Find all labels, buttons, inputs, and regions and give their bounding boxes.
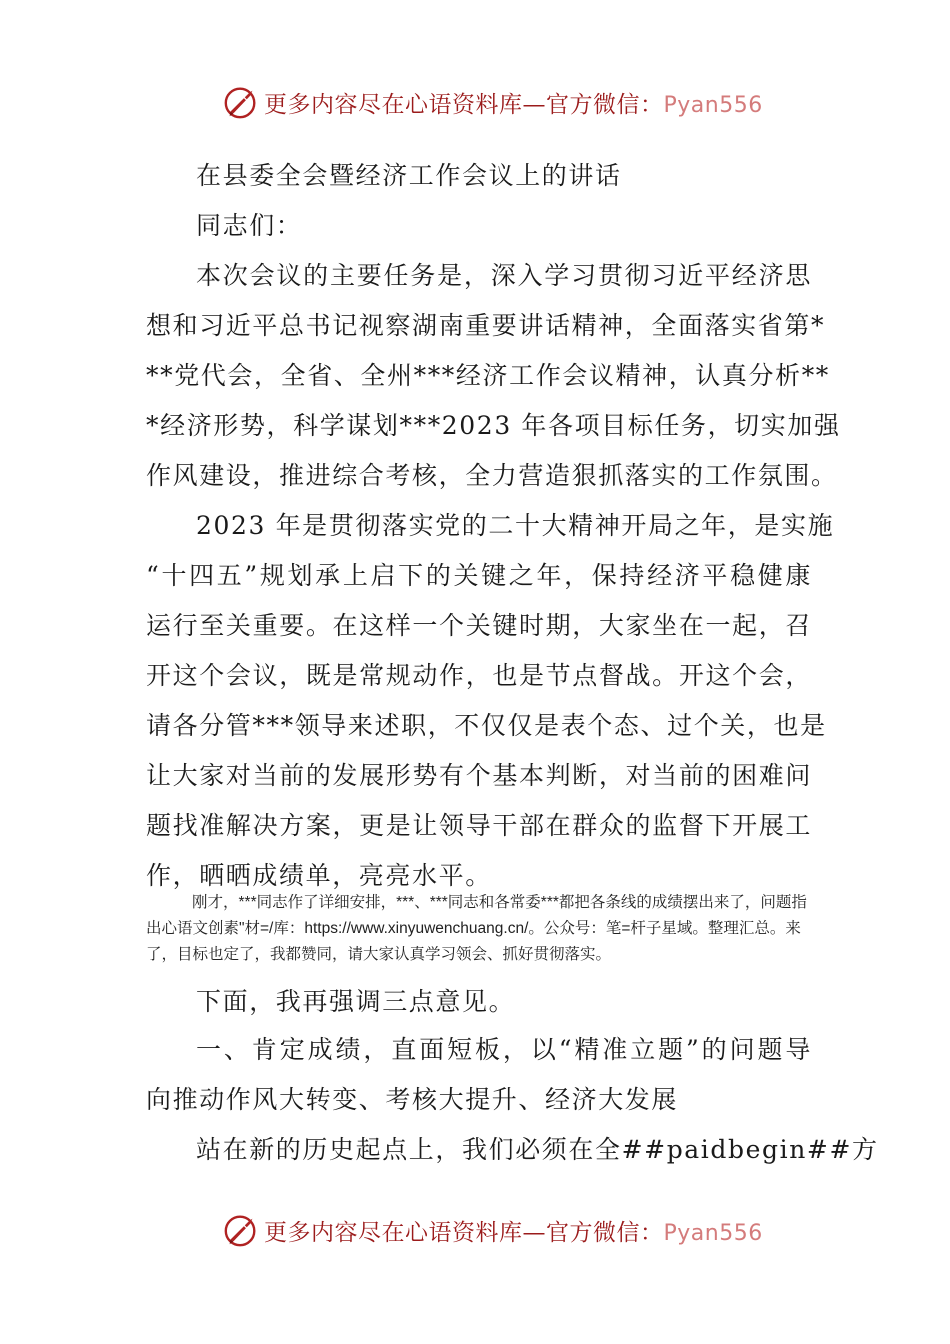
paragraph-2-line-4: 开这个会议，既是常规动作，也是节点督战。开这个会，: [146, 661, 812, 690]
small-note-paragraph: [146, 890, 812, 968]
salutation: 同志们：: [196, 211, 303, 240]
paragraph-1-line-5: 作风建设，推进综合考核，全力营造狠抓落实的工作氛围。: [146, 461, 838, 490]
pen-logo-icon: [222, 83, 260, 121]
paragraph-2-line-5: 请各分管***领导来述职，不仅仅是表个态、过个关，也是: [146, 711, 827, 740]
section-heading-1-line-2: 向推动作风大转变、考核大提升、经济大发展: [146, 1085, 679, 1114]
paragraph-2-line-1: 2023 年是贯彻落实党的二十大精神开局之年，是实施: [196, 511, 835, 540]
document-title: 在县委全会暨经济工作会议上的讲话: [196, 161, 622, 190]
watermark-banner-top: [222, 82, 763, 122]
paragraph-2-line-7: 题找准解决方案，更是让领导干部在群众的监督下开展工: [146, 811, 812, 840]
paragraph-3: 下面，我再强调三点意见。: [196, 987, 516, 1016]
small-note-text: 刚才，***同志作了详细安排，***、***同志和各常委***都把各条线的成绩摆出来了，问题指出心语文创素"材=/库：https://www.xinyuwenchuang.cn/。公众号：笔=杆子星域。整理汇总。来了，目标也定了，我都赞同，请大家认真学习领会、抓好贯彻落实。: [146, 894, 807, 963]
section-heading-1-line-1: 一、肯定成绩，直面短板，以“精准立题”的问题导: [196, 1035, 812, 1064]
paragraph-2-line-6: 让大家对当前的发展形势有个基本判断，对当前的困难问: [146, 761, 812, 790]
paragraph-1-line-4: *经济形势，科学谋划***2023 年各项目标任务，切实加强: [146, 411, 841, 440]
paragraph-4: 站在新的历史起点上，我们必须在全##paidbegin##方: [196, 1135, 879, 1164]
paragraph-1-line-2: 想和习近平总书记视察湖南重要讲话精神，全面落实省第*: [146, 311, 826, 340]
pen-logo-icon: [222, 1211, 260, 1249]
paragraph-2-line-3: 运行至关重要。在这样一个关键时期，大家坐在一起，召: [146, 611, 812, 640]
watermark-text: 更多内容尽在心语资料库—官方微信：Pyan556: [264, 1219, 763, 1246]
watermark-banner-bottom: [222, 1210, 763, 1250]
watermark-text: 更多内容尽在心语资料库—官方微信：Pyan556: [264, 91, 763, 118]
paragraph-2-line-2: “十四五”规划承上启下的关键之年，保持经济平稳健康: [146, 561, 812, 590]
paragraph-1-line-1: 本次会议的主要任务是，深入学习贯彻习近平经济思: [196, 261, 812, 290]
paragraph-1-line-3: **党代会，全省、全州***经济工作会议精神，认真分析**: [146, 361, 830, 390]
paragraph-2-line-8: 作，晒晒成绩单，亮亮水平。: [146, 861, 492, 890]
